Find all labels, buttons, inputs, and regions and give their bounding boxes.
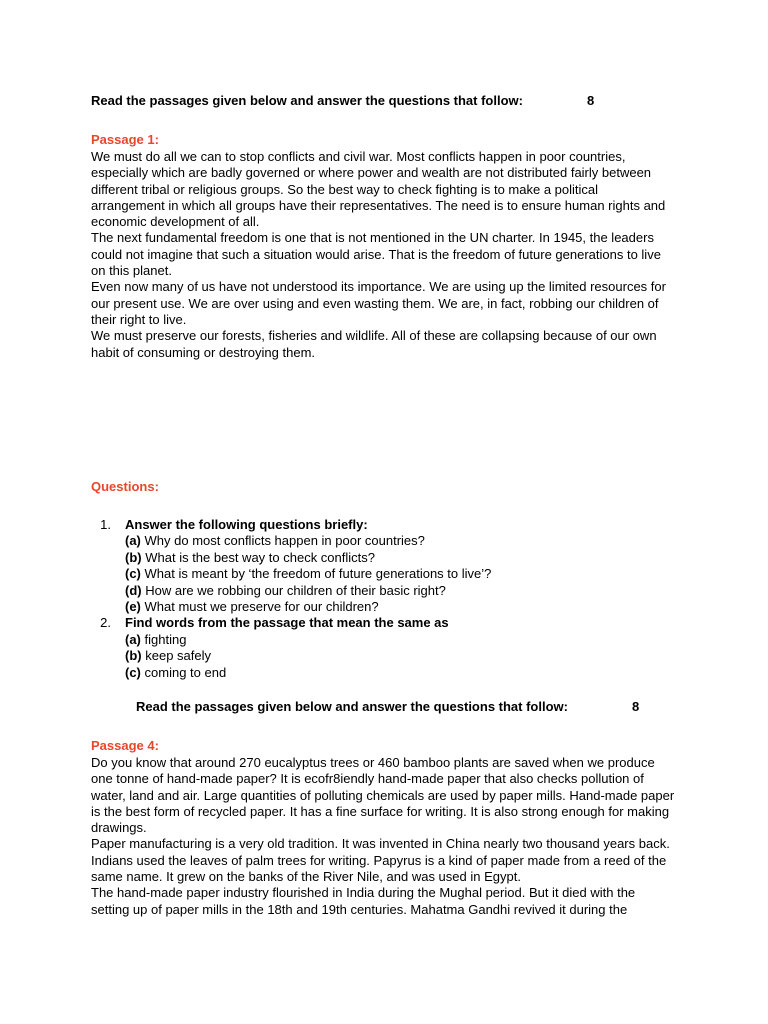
questions-title: Questions: (91, 479, 159, 494)
sub-question-text: keep safely (145, 648, 211, 664)
passage-4-paragraph: Paper manufacturing is a very old tradition. It was invented in China nearly two thousand years back. Indians used the leaves of palm trees for writing. Papyrus is a kind of paper made from a reed of the same name. It grew on the banks of the River Nile, and was used in Egypt. (91, 836, 670, 885)
sub-question-text: What is meant by ‘the freedom of future generations to live’? (144, 566, 492, 582)
passage-4-paragraph: Do you know that around 270 eucalyptus trees or 460 bamboo plants are saved when we produce one tonne of hand-made paper? It is ecofr8iendly hand-made paper that also checks pollution of water, land and air. Large quantities of polluting chemicals are used by paper mills. Hand-made paper is the best form of recycled paper. It has a fine surface for writing. It is also strong enough for making drawings. (91, 755, 675, 836)
passage-1-title: Passage 1: (91, 132, 159, 147)
passage-1-body (91, 149, 671, 361)
sub-question-text: coming to end (144, 664, 227, 680)
sub-question (91, 599, 691, 615)
question-number: 1. (100, 517, 111, 532)
sub-question-label: (c) (125, 664, 141, 680)
sub-question-label: (b) (125, 549, 142, 565)
passage-4-paragraph: The hand-made paper industry flourished in India during the Mughal period. But it died with the setting up of paper mills in the 18th and 19th centuries. Mahatma Gandhi revived it during the (91, 885, 636, 917)
sub-question-text: Why do most conflicts happen in poor countries? (144, 533, 425, 549)
sub-question-label: (a) (125, 533, 141, 549)
sub-question-label: (a) (125, 631, 141, 647)
passage-4-body (91, 755, 677, 918)
sub-question-label: (b) (125, 648, 142, 664)
instruction-text: Read the passages given below and answer the questions that follow: (91, 93, 523, 108)
passage-4-title: Passage 4: (91, 738, 159, 753)
question-item (91, 615, 691, 631)
sub-question (91, 665, 691, 681)
sub-question-text: What must we preserve for our children? (144, 598, 379, 614)
sub-question-text: What is the best way to check conflicts? (145, 549, 376, 565)
sub-question-text: fighting (144, 631, 187, 647)
sub-question-label: (c) (125, 566, 141, 582)
instruction-line-1 (91, 93, 611, 109)
sub-question (91, 550, 691, 566)
question-text: Find words from the passage that mean the same as (125, 615, 449, 631)
passage-1-paragraph: We must do all we can to stop conflicts and civil war. Most conflicts happen in poor countries, especially which are badly governed or where power and wealth are not distributed fairly between different tribal or religious groups. So the best way to check fighting is to make a political arrangement in which all groups have their representatives. The need is to ensure human rights and economic development of all. (91, 149, 666, 230)
sub-question-label: (e) (125, 598, 141, 614)
sub-question-text: How are we robbing our children of their basic right? (145, 582, 446, 598)
questions-list (91, 517, 691, 681)
sub-question (91, 583, 691, 599)
marks-label: 8 (587, 93, 595, 108)
sub-question (91, 632, 691, 648)
question-item (91, 517, 691, 533)
instruction-line-2 (136, 699, 656, 715)
question-text: Answer the following questions briefly: (125, 517, 368, 532)
passage-1-paragraph: The next fundamental freedom is one that is not mentioned in the UN charter. In 1945, the leaders could not imagine that such a situation would arise. That is the freedom of future generations to live on this planet. (91, 230, 661, 279)
sub-question (91, 533, 691, 549)
passage-1-paragraph: Even now many of us have not understood its importance. We are using up the limited resources for our present use. We are over using and even wasting them. We are, in fact, robbing our children of their right to live. (91, 279, 666, 327)
marks-label: 8 (632, 699, 640, 714)
sub-question (91, 566, 691, 582)
instruction-text: Read the passages given below and answer the questions that follow: (136, 699, 568, 714)
passage-1-paragraph: We must preserve our forests, fisheries and wildlife. All of these are collapsing because of our own habit of consuming or destroying them. (91, 328, 657, 360)
sub-question (91, 648, 691, 664)
sub-question-label: (d) (125, 582, 142, 598)
question-number: 2. (100, 615, 111, 631)
